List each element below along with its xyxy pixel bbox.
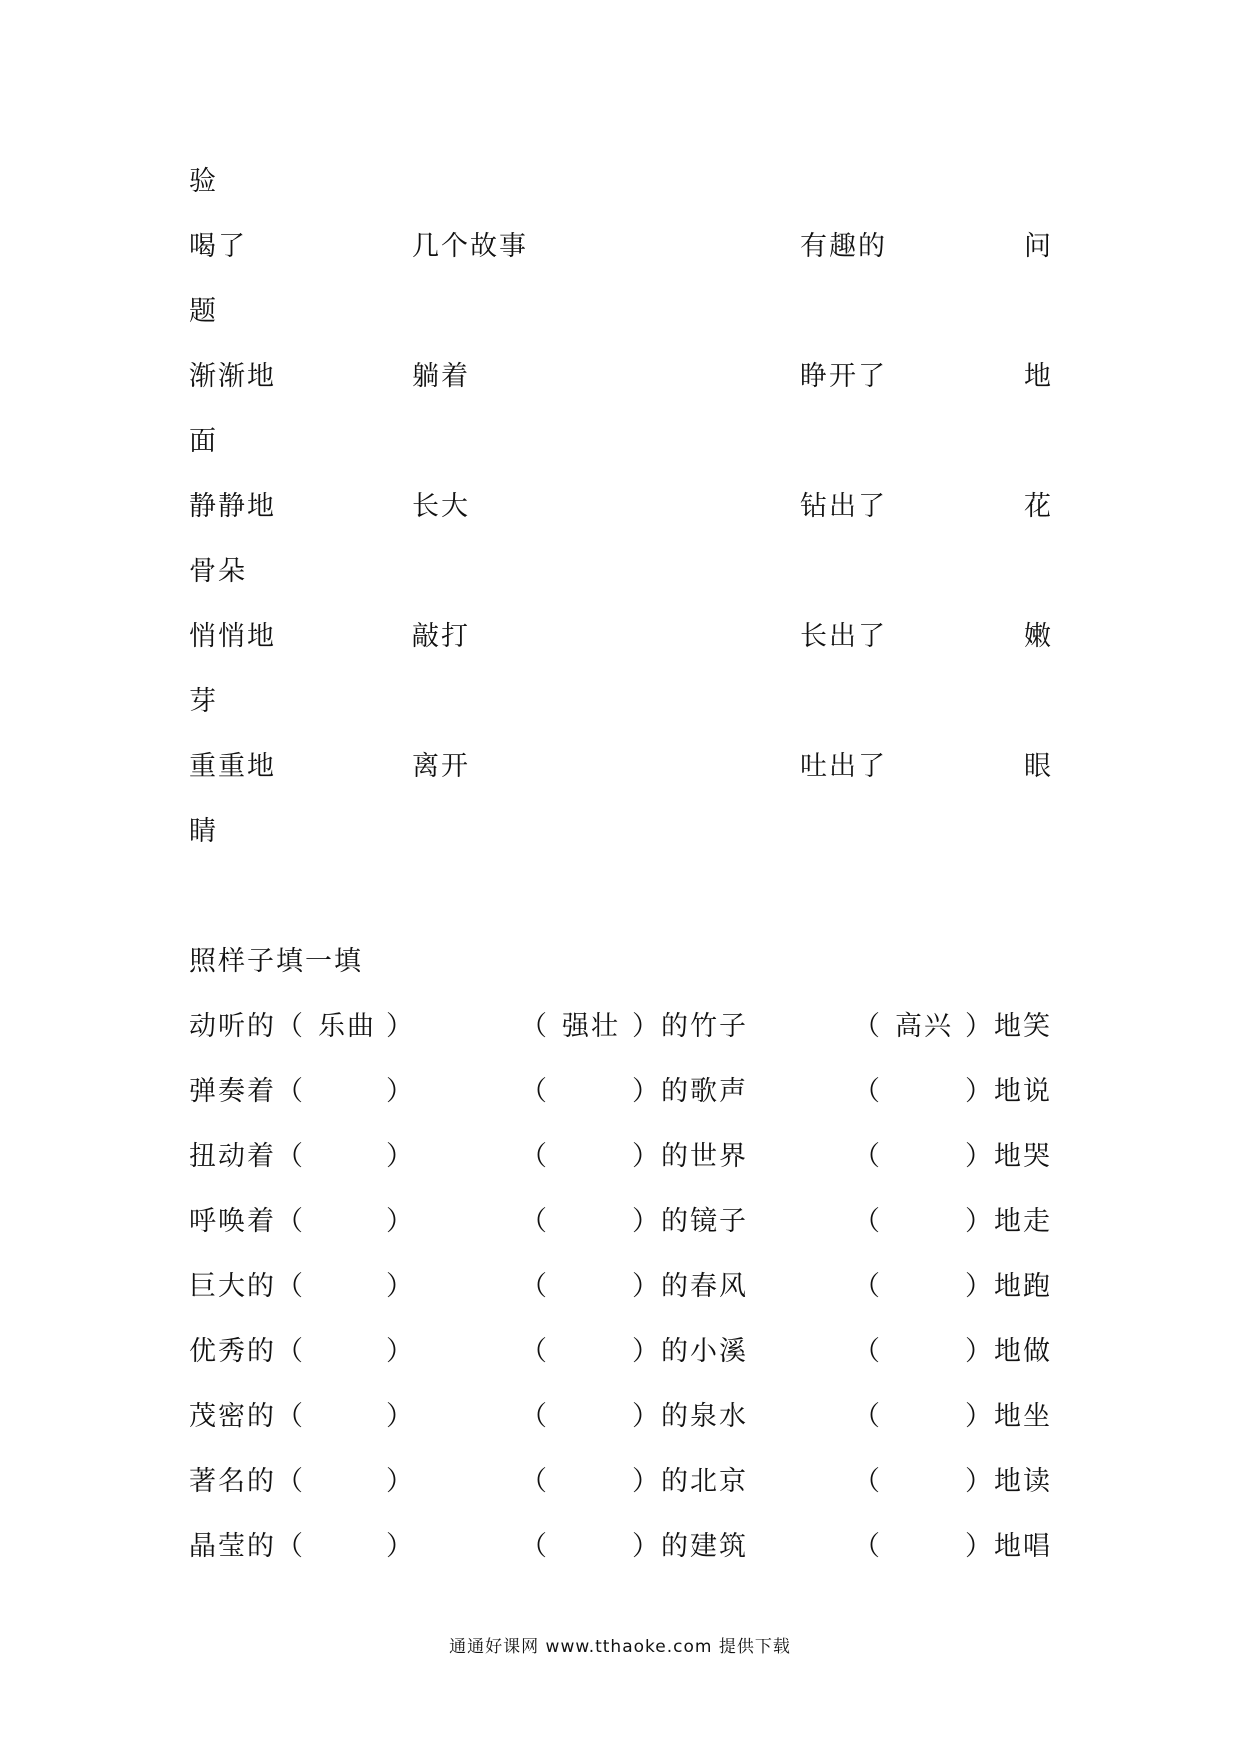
fill-col2-suffix: ）的世界 [632, 1141, 748, 1172]
match-col1: 喝了 [189, 231, 247, 262]
match-col3: 有趣的 [800, 231, 887, 262]
fill-col1-close: ） [386, 1011, 415, 1042]
fill-col2-suffix: ）的镜子 [632, 1206, 748, 1237]
fill-col3-open: （ [853, 1531, 882, 1562]
fill-col1-prefix: 晶莹的（ [189, 1531, 305, 1562]
match-col3: 长出了 [800, 621, 887, 652]
match-col4: 花 [1024, 491, 1053, 522]
match-col2: 离开 [412, 751, 470, 782]
fill-col3-suffix: ）地跑 [965, 1271, 1052, 1302]
fill-col2-open: （ [520, 1531, 549, 1562]
fill-col3-open: （ [853, 1336, 882, 1367]
fill-col1-prefix: 呼唤着（ [189, 1206, 305, 1237]
match-top-fragment: 验 [189, 166, 218, 197]
match-col4: 嫩 [1024, 621, 1053, 652]
section-title: 照样子填一填 [189, 946, 363, 977]
match-col4: 问 [1024, 231, 1053, 262]
match-col1: 重重地 [189, 751, 276, 782]
fill-col1-prefix: 弹奏着（ [189, 1076, 305, 1107]
fill-col1-close: ） [386, 1076, 415, 1107]
fill-col3-suffix: ）地唱 [965, 1531, 1052, 1562]
fill-col3-open: （ [853, 1401, 882, 1432]
fill-col1-close: ） [386, 1271, 415, 1302]
match-col1: 悄悄地 [189, 621, 276, 652]
match-wrap: 骨朵 [189, 556, 247, 587]
fill-col2-answer[interactable]: 强壮 [562, 1011, 620, 1042]
fill-col2-open: （ [520, 1076, 549, 1107]
fill-col2-open: （ [520, 1011, 549, 1042]
fill-col3-suffix: ）地笑 [965, 1011, 1052, 1042]
fill-col3-suffix: ）地说 [965, 1076, 1052, 1107]
fill-col2-open: （ [520, 1206, 549, 1237]
fill-col1-close: ） [386, 1466, 415, 1497]
fill-col1-close: ） [386, 1531, 415, 1562]
fill-col2-suffix: ）的北京 [632, 1466, 748, 1497]
match-col2: 几个故事 [412, 231, 528, 262]
match-col4: 地 [1024, 361, 1053, 392]
fill-col2-open: （ [520, 1336, 549, 1367]
fill-col3-suffix: ）地哭 [965, 1141, 1052, 1172]
match-col3: 睁开了 [800, 361, 887, 392]
fill-col3-open: （ [853, 1466, 882, 1497]
fill-col1-close: ） [386, 1401, 415, 1432]
fill-col3-answer[interactable]: 高兴 [895, 1011, 953, 1042]
fill-col2-suffix: ）的竹子 [632, 1011, 748, 1042]
match-col2: 敲打 [412, 621, 470, 652]
fill-col1-close: ） [386, 1336, 415, 1367]
fill-col1-prefix: 扭动着（ [189, 1141, 305, 1172]
match-col1: 静静地 [189, 491, 276, 522]
match-wrap: 睛 [189, 816, 218, 847]
fill-col1-prefix: 茂密的（ [189, 1401, 305, 1432]
fill-col1-prefix: 巨大的（ [189, 1271, 305, 1302]
fill-col1-prefix: 动听的（ [189, 1011, 305, 1042]
fill-col2-suffix: ）的歌声 [632, 1076, 748, 1107]
fill-col2-open: （ [520, 1271, 549, 1302]
fill-col3-suffix: ）地走 [965, 1206, 1052, 1237]
match-wrap: 题 [189, 296, 218, 327]
match-col1: 渐渐地 [189, 361, 276, 392]
fill-col3-open: （ [853, 1271, 882, 1302]
fill-col3-suffix: ）地坐 [965, 1401, 1052, 1432]
fill-col1-prefix: 优秀的（ [189, 1336, 305, 1367]
fill-col3-open: （ [853, 1141, 882, 1172]
fill-col3-open: （ [853, 1076, 882, 1107]
match-wrap: 芽 [189, 686, 218, 717]
fill-col1-prefix: 著名的（ [189, 1466, 305, 1497]
fill-col1-close: ） [386, 1141, 415, 1172]
fill-col3-suffix: ）地读 [965, 1466, 1052, 1497]
page-footer: 通通好课网 www.tthaoke.com 提供下载 [449, 1637, 791, 1657]
fill-col3-open: （ [853, 1011, 882, 1042]
fill-col2-suffix: ）的小溪 [632, 1336, 748, 1367]
fill-col2-open: （ [520, 1401, 549, 1432]
fill-col3-open: （ [853, 1206, 882, 1237]
fill-col1-answer[interactable]: 乐曲 [318, 1011, 376, 1042]
match-col3: 钻出了 [800, 491, 887, 522]
fill-col2-open: （ [520, 1141, 549, 1172]
fill-col2-suffix: ）的春风 [632, 1271, 748, 1302]
match-col4: 眼 [1024, 751, 1053, 782]
fill-col3-suffix: ）地做 [965, 1336, 1052, 1367]
fill-col2-open: （ [520, 1466, 549, 1497]
match-col3: 吐出了 [800, 751, 887, 782]
match-wrap: 面 [189, 426, 218, 457]
fill-col1-close: ） [386, 1206, 415, 1237]
fill-col2-suffix: ）的泉水 [632, 1401, 748, 1432]
match-col2: 躺着 [412, 361, 470, 392]
match-col2: 长大 [412, 491, 470, 522]
fill-col2-suffix: ）的建筑 [632, 1531, 748, 1562]
